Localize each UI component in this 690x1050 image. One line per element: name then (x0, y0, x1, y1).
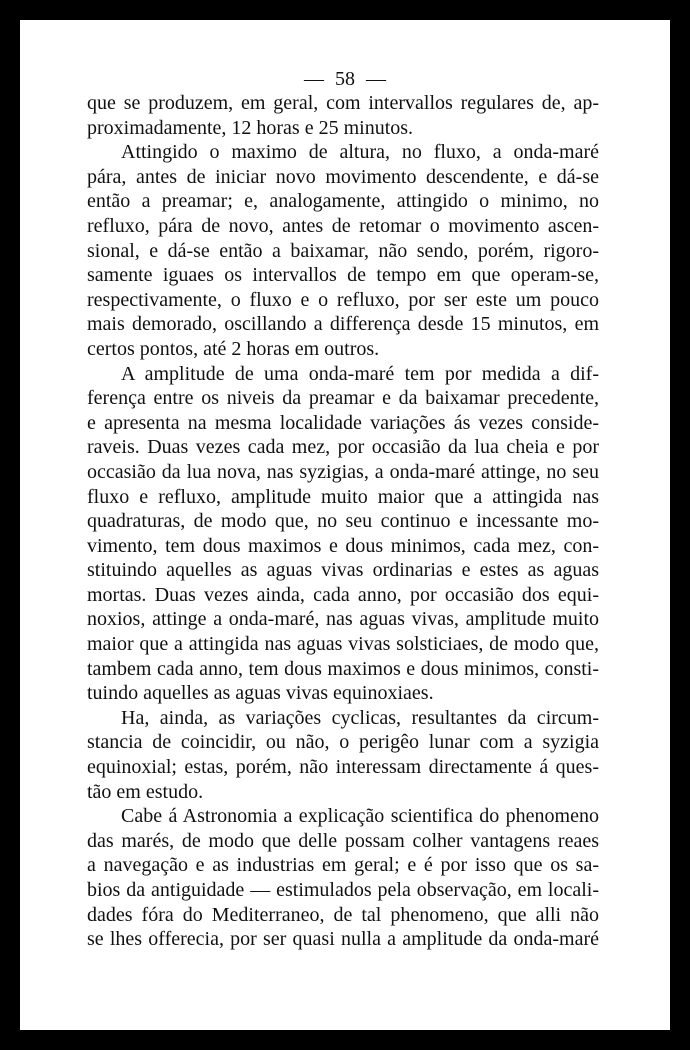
text-line: Attingido o maximo de altura, no fluxo, a onda-maré (121, 141, 599, 164)
text-line: tambem cada anno, tem dous maximos e dous minimos, consti- (87, 657, 599, 680)
paragraph-2 (87, 140, 599, 361)
text-line: Ha, ainda, as variações cyclicas, resultantes da circum- (121, 706, 599, 729)
body-text (87, 91, 599, 952)
text-line: que se produzem, em geral, com intervallos regulares de, ap- (87, 92, 599, 114)
text-line: samente iguaes os intervallos de tempo em que operam-se, (87, 264, 599, 287)
text-line: occasião da lua nova, nas syzigias, a onda-maré attinge, no seu (87, 460, 599, 483)
text-line: mortas. Duas vezes ainda, cada anno, por occasião dos equi- (87, 583, 599, 606)
text-line: raveis. Duas vezes cada mez, por occasião da lua cheia e por (87, 436, 599, 459)
text-line: tão em estudo. (87, 780, 204, 803)
text-line: mais demorado, oscillando a differença desde 15 minutos, em (87, 313, 599, 336)
text-line: noxios, attinge a onda-maré, nas aguas vivas, amplitude muito (87, 608, 599, 631)
paragraph-5 (87, 804, 599, 952)
text-line: pára, antes de iniciar novo movimento descendente, e dá-se (87, 165, 599, 188)
text-line: vimento, tem dous maximos e dous minimos, cada mez, con- (87, 534, 599, 557)
paragraph-3 (87, 362, 599, 706)
paragraph-1 (87, 91, 599, 140)
text-line: stituindo aquelles as aguas vivas ordinarias e estes as aguas (87, 559, 599, 582)
text-line: stancia de coincidir, ou não, o perigêo lunar com a syzigia (87, 731, 599, 754)
paragraph-4 (87, 706, 599, 804)
page-number: — 58 — (304, 68, 386, 90)
text-line: proximadamente, 12 horas e 25 minutos. (87, 116, 414, 139)
text-line: a navegação e as industrias em geral; e é por isso que os sa- (87, 854, 599, 877)
text-line: então a preamar; e, analogamente, attingido o minimo, no (87, 190, 599, 213)
text-line: refluxo, pára de novo, antes de retomar o movimento ascen- (87, 214, 599, 237)
text-line: maior que a attingida nas aguas vivas solsticiaes, de modo que, (87, 633, 599, 656)
text-line: A amplitude de uma onda-maré tem por medida a dif- (121, 362, 599, 385)
text-line: dades fóra do Mediterraneo, de tal phenomeno, que alli não (87, 903, 599, 926)
book-page (20, 20, 670, 1030)
text-line: sional, e dá-se então a baixamar, não sendo, porém, rigoro- (87, 239, 599, 262)
text-line: e apresenta na mesma localidade variações ás vezes conside- (87, 411, 599, 434)
text-line: fluxo e refluxo, amplitude muito maior que a attingida nas (87, 485, 599, 508)
text-line: respectivamente, o fluxo e o refluxo, por ser este um pouco (87, 288, 599, 311)
text-line: bios da antiguidade — estimulados pela observação, em locali- (87, 879, 599, 901)
text-line: quadraturas, de modo que, no seu continuo e incessante mo- (87, 510, 599, 533)
text-line: Cabe á Astronomia a explicação scientifica do phenomeno (121, 805, 599, 828)
text-line: tuindo aquelles as aguas vivas equinoxiaes. (87, 682, 434, 705)
text-line: das marés, de modo que delle possam colher vantagens reaes (87, 829, 599, 852)
text-line: ferença entre os niveis da preamar e da baixamar precedente, (87, 387, 599, 410)
text-line: se lhes offerecia, por ser quasi nulla a amplitude da onda-maré (87, 928, 599, 951)
text-line: equinoxial; estas, porém, não interessam directamente á ques- (87, 756, 599, 779)
text-line: certos pontos, até 2 horas em outros. (87, 337, 380, 360)
